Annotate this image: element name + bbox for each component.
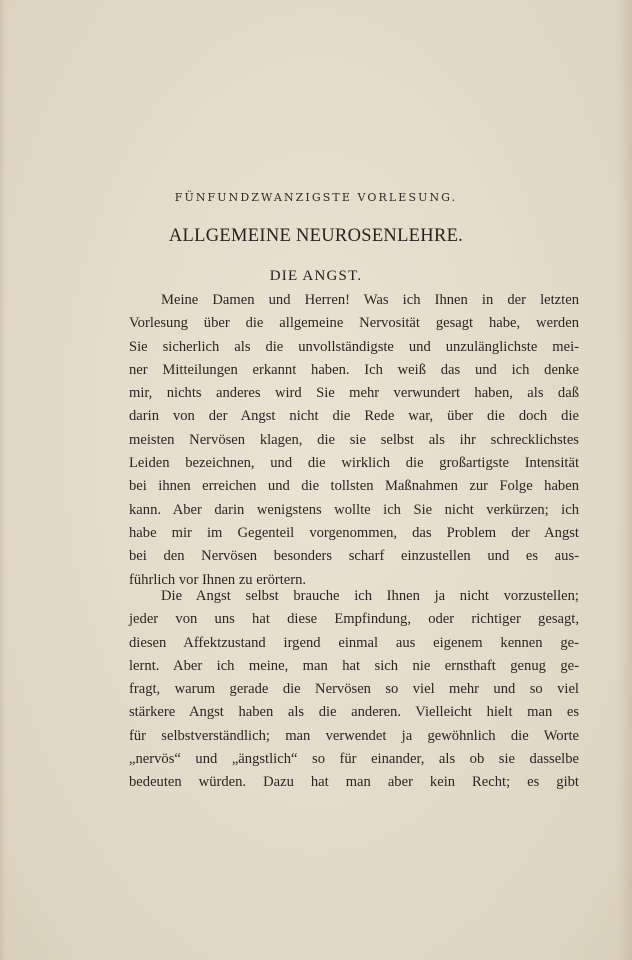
text-line: bei den Nervösen besonders scharf einzustellen und es aus- [129, 548, 579, 565]
text-line: „nervös“ und „ängstlich“ so für einander, als ob sie dasselbe [129, 751, 579, 768]
text-line: Sie sicherlich als die unvollständigste und unzulänglichste mei- [129, 338, 579, 355]
text-line: diesen Affektzustand irgend einmal aus eigenem kennen ge- [129, 634, 579, 651]
paragraph-1 [129, 289, 579, 592]
text-line: ner Mitteilungen erkannt haben. Ich weiß das und ich denke [129, 361, 579, 378]
page-edge-shadow-left [0, 0, 6, 960]
text-line: mir, nichts anderes wird Sie mehr verwundert haben, als daß [129, 385, 579, 402]
text-line: Die Angst selbst brauche ich Ihnen ja nicht vorzustellen; [161, 588, 579, 604]
text-line: darin von der Angst nicht die Rede war, über die doch die [129, 408, 579, 425]
section-title: DIE ANGST. [269, 268, 363, 284]
text-line: habe mir im Gegenteil vorgenommen, das Problem der Angst [129, 524, 579, 541]
chapter-title: ALLGEMEINE NEUROSENLEHRE. [168, 226, 464, 246]
text-line: stärkere Angst haben als die anderen. Vielleicht hielt man es [129, 704, 579, 721]
text-line: Leiden bezeichnen, und die wirklich die großartigste Intensität [129, 455, 579, 472]
text-line: fragt, warum gerade die Nervösen so viel mehr und so viel [129, 681, 579, 698]
text-line: kann. Aber darin wenigstens wollte ich Sie nicht verkürzen; ich [129, 501, 579, 518]
text-line: Vorlesung über die allgemeine Nervosität gesagt habe, werden [129, 315, 579, 332]
text-line: Meine Damen und Herren! Was ich Ihnen in der letzten [161, 292, 579, 308]
page-edge-shadow-right [618, 0, 632, 960]
text-line: jeder von uns hat diese Empfindung, oder richtiger gesagt, [129, 611, 579, 628]
text-line: bedeuten würden. Dazu hat man aber kein Recht; es gibt [129, 774, 579, 791]
text-line: lernt. Aber ich meine, man hat sich nie ernsthaft genug ge- [129, 657, 579, 674]
text-line: meisten Nervösen klagen, die sie selbst als ihr schrecklichstes [129, 431, 579, 448]
lecture-label: FÜNFUNDZWANZIGSTE VORLESUNG. [174, 191, 458, 204]
paragraph-2 [129, 585, 579, 795]
text-line: bei ihnen erreichen und die tollsten Maßnahmen zur Folge haben [129, 478, 579, 495]
text-line: führlich vor Ihnen zu erörtern. [129, 571, 307, 588]
text-line: für selbstverständlich; man verwendet ja gewöhnlich die Worte [129, 727, 579, 744]
